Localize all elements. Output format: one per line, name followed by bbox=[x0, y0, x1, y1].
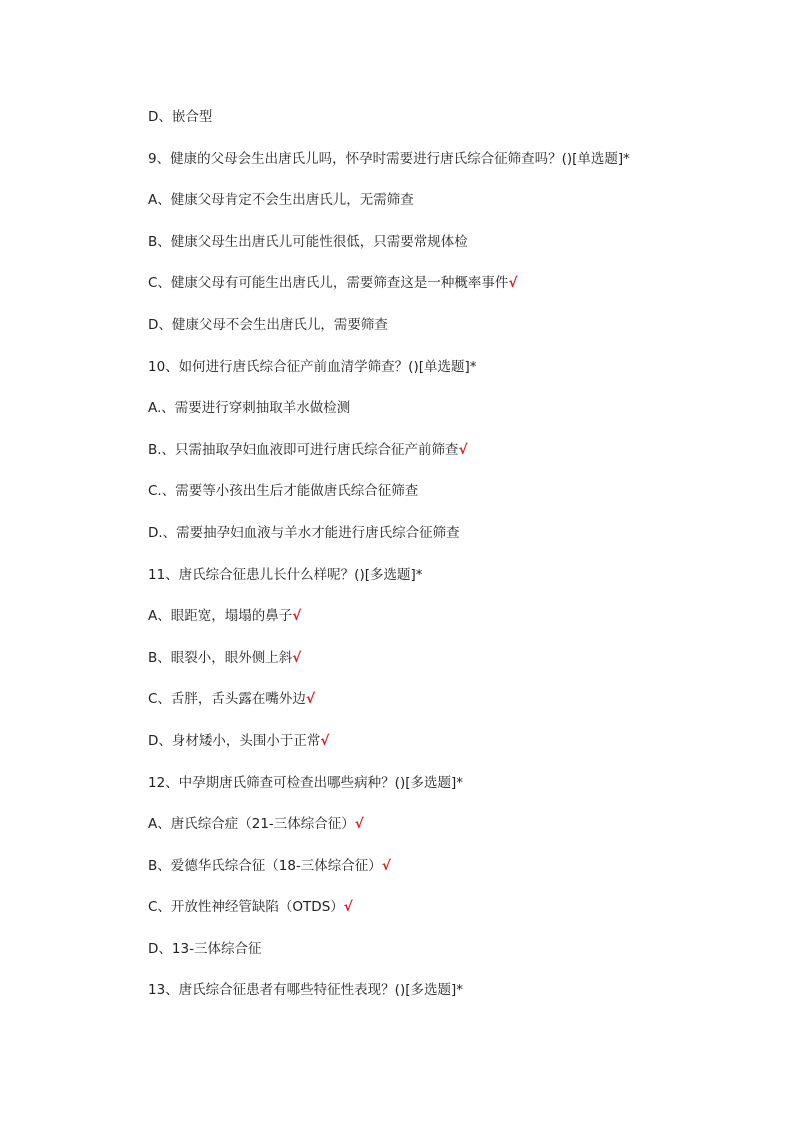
option-line-12b bbox=[148, 856, 748, 898]
line-text: C、开放性神经管缺陷（OTDS） bbox=[148, 899, 344, 916]
correct-mark: √ bbox=[292, 649, 302, 666]
line-text: D、13-三体综合征 bbox=[148, 940, 262, 957]
option-line-9b bbox=[148, 232, 748, 274]
question-line-11 bbox=[148, 565, 748, 607]
option-line-10d bbox=[148, 523, 748, 565]
correct-mark: √ bbox=[381, 857, 391, 874]
option-line-12a bbox=[148, 814, 748, 856]
option-line-12c bbox=[148, 897, 748, 939]
option-line-9a bbox=[148, 190, 748, 232]
line-text: A、唐氏综合症（21-三体综合征） bbox=[148, 816, 355, 833]
line-text: A、健康父母肯定不会生出唐氏儿，无需筛查 bbox=[148, 192, 414, 209]
correct-mark: √ bbox=[458, 441, 468, 458]
line-text: D、身材矮小，头围小于正常 bbox=[148, 732, 321, 749]
line-text: 10、如何进行唐氏综合征产前血清学筛查？()[单选题]* bbox=[148, 358, 477, 375]
line-text: C.、需要等小孩出生后才能做唐氏综合征筛查 bbox=[148, 483, 419, 500]
option-line-12d bbox=[148, 939, 748, 981]
option-line-10b bbox=[148, 440, 748, 482]
line-text: C、舌胖，舌头露在嘴外边 bbox=[148, 691, 306, 708]
line-text: 12、中孕期唐氏筛查可检查出哪些病种？()[多选题]* bbox=[148, 774, 463, 791]
line-text: D.、需要抽孕妇血液与羊水才能进行唐氏综合征筛查 bbox=[148, 524, 460, 541]
line-text: A.、需要进行穿刺抽取羊水做检测 bbox=[148, 400, 351, 417]
correct-mark: √ bbox=[354, 816, 364, 833]
option-line-8d bbox=[148, 107, 748, 149]
correct-mark: √ bbox=[508, 275, 518, 292]
option-line-9d bbox=[148, 315, 748, 357]
option-line-11b bbox=[148, 648, 748, 690]
line-text: A、眼距宽，塌塌的鼻子 bbox=[148, 608, 293, 625]
option-line-11d bbox=[148, 731, 748, 773]
option-line-9c bbox=[148, 273, 748, 315]
correct-mark: √ bbox=[320, 732, 330, 749]
line-text: 13、唐氏综合征患者有哪些特征性表现？()[多选题]* bbox=[148, 982, 463, 999]
line-text: C、健康父母有可能生出唐氏儿，需要筛查这是一种概率事件 bbox=[148, 275, 509, 292]
option-line-10a bbox=[148, 398, 748, 440]
line-text: B、健康父母生出唐氏儿可能性很低，只需要常规体检 bbox=[148, 233, 468, 250]
question-line-10 bbox=[148, 357, 748, 399]
line-text: D、健康父母不会生出唐氏儿，需要筛查 bbox=[148, 316, 388, 333]
correct-mark: √ bbox=[343, 899, 353, 916]
option-line-11c bbox=[148, 689, 748, 731]
line-text: B.、只需抽取孕妇血液即可进行唐氏综合征产前筛查 bbox=[148, 441, 459, 458]
question-line-13 bbox=[148, 980, 748, 1022]
line-text: 11、唐氏综合征患儿长什么样呢？()[多选题]* bbox=[148, 566, 423, 583]
line-text: B、眼裂小，眼外侧上斜 bbox=[148, 649, 293, 666]
question-line-12 bbox=[148, 773, 748, 815]
document-page bbox=[148, 107, 748, 1022]
correct-mark: √ bbox=[305, 691, 315, 708]
question-line-9 bbox=[148, 149, 748, 191]
option-line-10c bbox=[148, 481, 748, 523]
option-line-11a bbox=[148, 606, 748, 648]
line-text: 9、健康的父母会生出唐氏儿吗，怀孕时需要进行唐氏综合征筛查吗？()[单选题]* bbox=[148, 150, 630, 167]
correct-mark: √ bbox=[292, 608, 302, 625]
line-text: B、爱德华氏综合征（18-三体综合征） bbox=[148, 857, 382, 874]
line-text: D、嵌合型 bbox=[148, 109, 213, 125]
